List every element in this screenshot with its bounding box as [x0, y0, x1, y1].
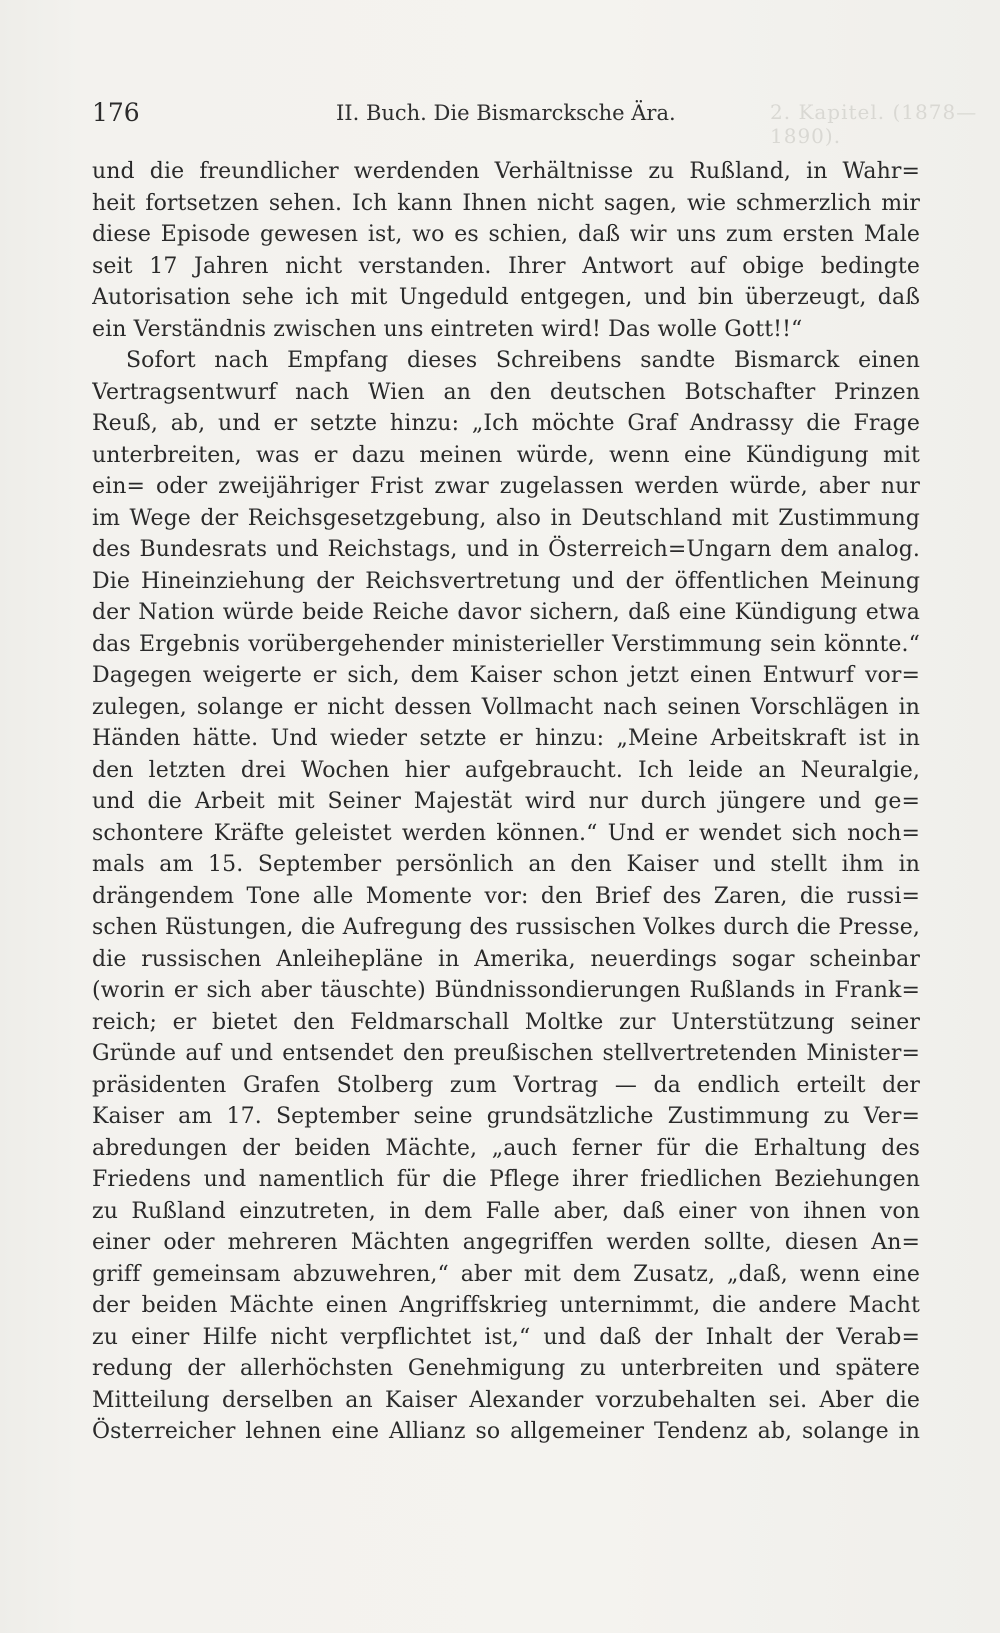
text-line: präsidenten Grafen Stolberg zum Vortrag — da endlich erteilt der — [92, 1072, 920, 1098]
text-line: Händen hätte. Und wieder setzte er hinzu: „Meine Arbeitskraft ist in — [92, 726, 920, 751]
text-line: der beiden Mächte einen Angriffskrieg unternimmt, die andere Macht — [92, 1293, 920, 1318]
text-line: schontere Kräfte geleistet werden können.“ Und er wendet sich noch= — [92, 820, 920, 846]
page-number: 176 — [92, 98, 140, 127]
text-line: zu Rußland einzutreten, in dem Falle aber, daß einer von ihnen von — [92, 1198, 920, 1224]
text-line: den letzten drei Wochen hier aufgebraucht. Ich leide an Neuralgie, — [92, 757, 920, 783]
text-line: Sofort nach Empfang dieses Schreibens sandte Bismarck einen — [126, 348, 920, 373]
text-line: Gründe auf und entsendet den preußischen stellvertretenden Minister= — [92, 1041, 920, 1066]
text-line: und die Arbeit mit Seiner Majestät wird nur durch jüngere und ge= — [92, 789, 920, 814]
text-line: drängendem Tone alle Momente vor: den Brief des Zaren, die russi= — [92, 883, 920, 909]
text-line: Österreicher lehnen eine Allianz so allgemeiner Tendenz ab, solange in — [92, 1419, 920, 1444]
text-line: zulegen, solange er nicht dessen Vollmacht nach seinen Vorschlägen in — [92, 694, 920, 720]
text-line: Reuß, ab, und er setzte hinzu: „Ich möchte Graf Andrassy die Frage — [92, 411, 920, 436]
text-line: einer oder mehreren Mächten angegriffen werden sollte, diesen An= — [92, 1230, 920, 1255]
running-head: II. Buch. Die Bismarcksche Ära. — [336, 101, 676, 125]
text-line: ein Verständnis zwischen uns eintreten wird! Das wolle Gott!!“ — [92, 316, 803, 342]
text-line: abredungen der beiden Mächte, „auch ferner für die Erhaltung des — [92, 1135, 920, 1161]
text-line: Friedens und namentlich für die Pflege ihrer friedlichen Beziehungen — [92, 1167, 920, 1192]
text-line: Autorisation sehe ich mit Ungeduld entgegen, und bin überzeugt, daß — [92, 285, 920, 310]
page-header — [92, 98, 912, 134]
text-line: der Nation würde beide Reiche davor sichern, daß eine Kündigung etwa — [92, 600, 920, 625]
text-line: ein= oder zweijähriger Frist zwar zugelassen werden würde, aber nur — [92, 474, 920, 499]
text-line: heit fortsetzen sehen. Ich kann Ihnen nicht sagen, wie schmerzlich mir — [92, 190, 920, 216]
text-line: Kaiser am 17. September seine grundsätzliche Zustimmung zu Ver= — [92, 1104, 920, 1129]
text-line: unterbreiten, was er dazu meinen würde, wenn eine Kündigung mit — [92, 442, 920, 468]
text-line: griff gemeinsam abzuwehren,“ aber mit dem Zusatz, „daß, wenn eine — [92, 1261, 920, 1287]
text-line: und die freundlicher werdenden Verhältnisse zu Rußland, in Wahr= — [92, 159, 920, 184]
body-text — [92, 156, 920, 1448]
text-line: Die Hineinziehung der Reichsvertretung und der öffentlichen Meinung — [92, 568, 920, 594]
text-line: das Ergebnis vorübergehender ministerieller Verstimmung sein könnte.“ — [92, 631, 920, 657]
text-line: des Bundesrats und Reichstags, und in Österreich=Ungarn dem analog. — [92, 537, 920, 562]
text-line: reich; er bietet den Feldmarschall Moltke zur Unterstützung seiner — [92, 1009, 920, 1035]
bleed-through-text: 2. Kapitel. (1878—1890). — [770, 100, 978, 148]
text-line: mals am 15. September persönlich an den Kaiser und stellt ihm in — [92, 852, 920, 877]
text-line: seit 17 Jahren nicht verstanden. Ihrer Antwort auf obige bedingte — [92, 253, 920, 279]
text-line: im Wege der Reichsgesetzgebung, also in Deutschland mit Zustimmung — [92, 505, 920, 531]
text-line: redung der allerhöchsten Genehmigung zu unterbreiten und spätere — [92, 1356, 920, 1381]
text-line: Vertragsentwurf nach Wien an den deutschen Botschafter Prinzen — [92, 379, 920, 405]
text-line: Mitteilung derselben an Kaiser Alexander vorzubehalten sei. Aber die — [92, 1387, 920, 1413]
text-line: zu einer Hilfe nicht verpflichtet ist,“ und daß der Inhalt der Verab= — [92, 1324, 920, 1350]
text-line: diese Episode gewesen ist, wo es schien, daß wir uns zum ersten Male — [92, 222, 920, 247]
text-line: schen Rüstungen, die Aufregung des russischen Volkes durch die Presse, — [92, 915, 920, 940]
text-line: Dagegen weigerte er sich, dem Kaiser schon jetzt einen Entwurf vor= — [92, 663, 920, 688]
text-line: die russischen Anleihepläne in Amerika, neuerdings sogar scheinbar — [92, 946, 920, 972]
text-line: (worin er sich aber täuschte) Bündnissondierungen Rußlands in Frank= — [92, 978, 920, 1003]
